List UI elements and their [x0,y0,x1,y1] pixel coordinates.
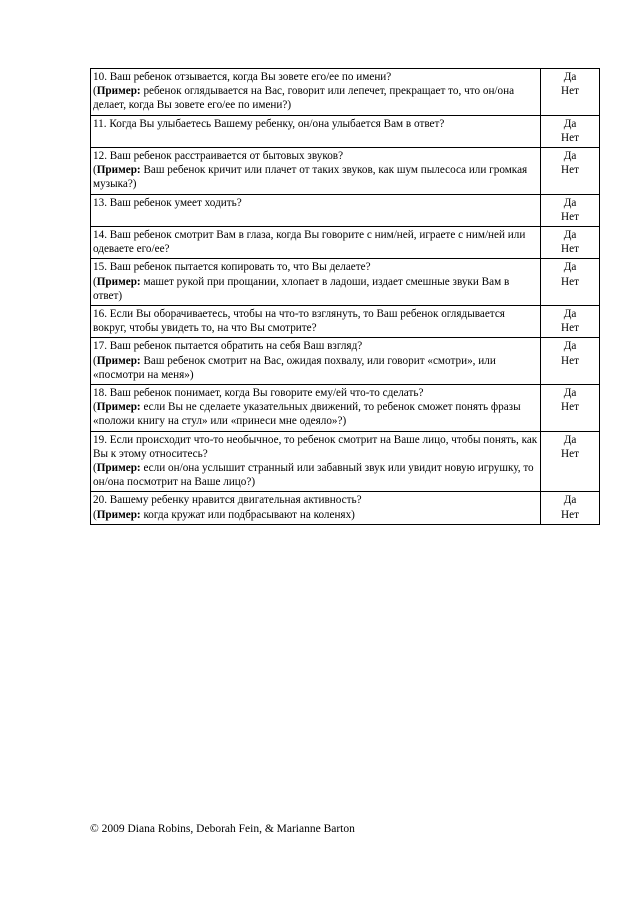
example-label: Пример: [96,85,141,98]
answer-yes[interactable]: Да [563,308,577,321]
answer-cell [541,431,600,492]
question-cell [91,338,541,385]
example-line: (Пример: когда кружат или подбрасывают на коленях) [93,508,355,521]
example-text: если Вы не сделаете указательных движений, то ребенок сможет понять фразы «положи книгу на стул» или «принеси мне одеяло»?) [93,401,521,428]
question-cell [91,259,541,306]
answer-no[interactable]: Нет [561,447,579,460]
answer-yes[interactable]: Да [563,261,577,274]
answer-cell [541,227,600,259]
question-row [91,259,600,306]
example-label: Пример: [96,164,141,177]
answer-yes[interactable]: Да [563,229,577,242]
example-line: (Пример: Ваш ребенок смотрит на Вас, ожидая похвалу, или говорит «смотри», или «посмотри на меня») [93,354,496,381]
example-label: Пример: [96,401,141,414]
example-label: Пример: [96,275,141,288]
answer-no[interactable]: Нет [561,243,579,256]
example-text: Ваш ребенок кричит или плачет от таких звуков, как шум пылесоса или громкая музыка?) [93,164,528,191]
answer-yes[interactable]: Да [563,196,577,209]
answer-no[interactable]: Нет [561,210,579,223]
example-label: Пример: [96,508,141,521]
example-text: машет рукой при прощании, хлопает в ладоши, издает смешные звуки Вам в ответ) [93,275,510,302]
copyright-footer: © 2009 Diana Robins, Deborah Fein, & Marianne Barton [90,823,355,835]
answer-yes[interactable]: Да [563,117,577,130]
question-text: 15. Ваш ребенок пытается копировать то, что Вы делаете? [93,261,371,274]
question-cell [91,115,541,147]
example-line: (Пример: машет рукой при прощании, хлопает в ладоши, издает смешные звуки Вам в ответ) [93,275,510,302]
answer-cell [541,259,600,306]
question-text: 19. Если происходит что-то необычное, то ребенок смотрит на Ваше лицо, чтобы понять, как Вы к этому относитесь? [93,433,538,460]
question-cell [91,431,541,492]
question-cell [91,69,541,116]
answer-no[interactable]: Нет [561,131,579,144]
answer-cell [541,338,600,385]
question-row [91,338,600,385]
question-cell [91,306,541,338]
answer-yes[interactable]: Да [563,387,577,400]
question-row [91,115,600,147]
answer-yes[interactable]: Да [563,433,577,446]
questionnaire-body [91,69,600,525]
question-text: 10. Ваш ребенок отзывается, когда Вы зовете его/ее по имени? [93,71,392,83]
question-text: 13. Ваш ребенок умеет ходить? [93,196,242,209]
question-cell [91,385,541,432]
example-text: если он/она услышит странный или забавный звук или увидит новую игрушку, то он/она посмотрит на Ваше лицо?) [93,462,534,489]
answer-yes[interactable]: Да [563,340,577,353]
answer-cell [541,306,600,338]
answer-no[interactable]: Нет [561,322,579,335]
answer-cell [541,69,600,116]
answer-cell [541,492,600,524]
answer-no[interactable]: Нет [561,401,579,414]
question-text: 20. Вашему ребенку нравится двигательная активность? [93,494,362,507]
question-row [91,306,600,338]
example-line: (Пример: если Вы не сделаете указательных движений, то ребенок сможет понять фразы «положи книгу на стул» или «принеси мне одеяло»?) [93,401,521,428]
answer-cell [541,385,600,432]
example-label: Пример: [96,354,141,367]
example-text: Ваш ребенок смотрит на Вас, ожидая похвалу, или говорит «смотри», или «посмотри на меня») [93,354,496,381]
answer-no[interactable]: Нет [561,164,579,177]
question-row [91,385,600,432]
question-row [91,227,600,259]
example-label: Пример: [96,462,141,475]
question-cell [91,194,541,226]
question-cell [91,148,541,195]
example-line: (Пример: ребенок оглядывается на Вас, говорит или лепечет, прекращает то, что он/она делает, когда Вы зовете его/ее по имени?) [93,85,515,112]
question-row [91,431,600,492]
question-row [91,194,600,226]
answer-no[interactable]: Нет [561,85,579,98]
question-text: 12. Ваш ребенок расстраивается от бытовых звуков? [93,150,344,163]
question-text: 16. Если Вы оборачиваетесь, чтобы на что-то взглянуть, то Ваш ребенок оглядывается вокруг, чтобы увидеть то, на что Вы смотрите? [93,308,505,335]
example-line: (Пример: если он/она услышит странный или забавный звук или увидит новую игрушку, то он/она посмотрит на Ваше лицо?) [93,462,534,489]
answer-yes[interactable]: Да [563,494,577,507]
answer-yes[interactable]: Да [563,71,577,83]
answer-cell [541,194,600,226]
example-text: когда кружат или подбрасывают на коленях) [140,508,355,521]
question-row [91,492,600,524]
question-cell [91,227,541,259]
question-row [91,148,600,195]
question-row [91,69,600,116]
question-text: 18. Ваш ребенок понимает, когда Вы говорите ему/ей что-то сделать? [93,387,424,400]
example-text: ребенок оглядывается на Вас, говорит или лепечет, прекращает то, что он/она делает, когда Вы зовете его/ее по имени?) [93,85,515,112]
question-cell [91,492,541,524]
answer-no[interactable]: Нет [561,508,579,521]
answer-cell [541,115,600,147]
example-line: (Пример: Ваш ребенок кричит или плачет от таких звуков, как шум пылесоса или громкая музыка?) [93,164,528,191]
question-text: 11. Когда Вы улыбаетесь Вашему ребенку, он/она улыбается Вам в ответ? [93,117,445,130]
answer-cell [541,148,600,195]
questionnaire-table [90,68,600,525]
answer-yes[interactable]: Да [563,150,577,163]
answer-no[interactable]: Нет [561,354,579,367]
question-text: 14. Ваш ребенок смотрит Вам в глаза, когда Вы говорите с ним/ней, играете с ним/ней или одеваете его/ее? [93,229,526,256]
answer-no[interactable]: Нет [561,275,579,288]
question-text: 17. Ваш ребенок пытается обратить на себя Ваш взгляд? [93,340,363,353]
